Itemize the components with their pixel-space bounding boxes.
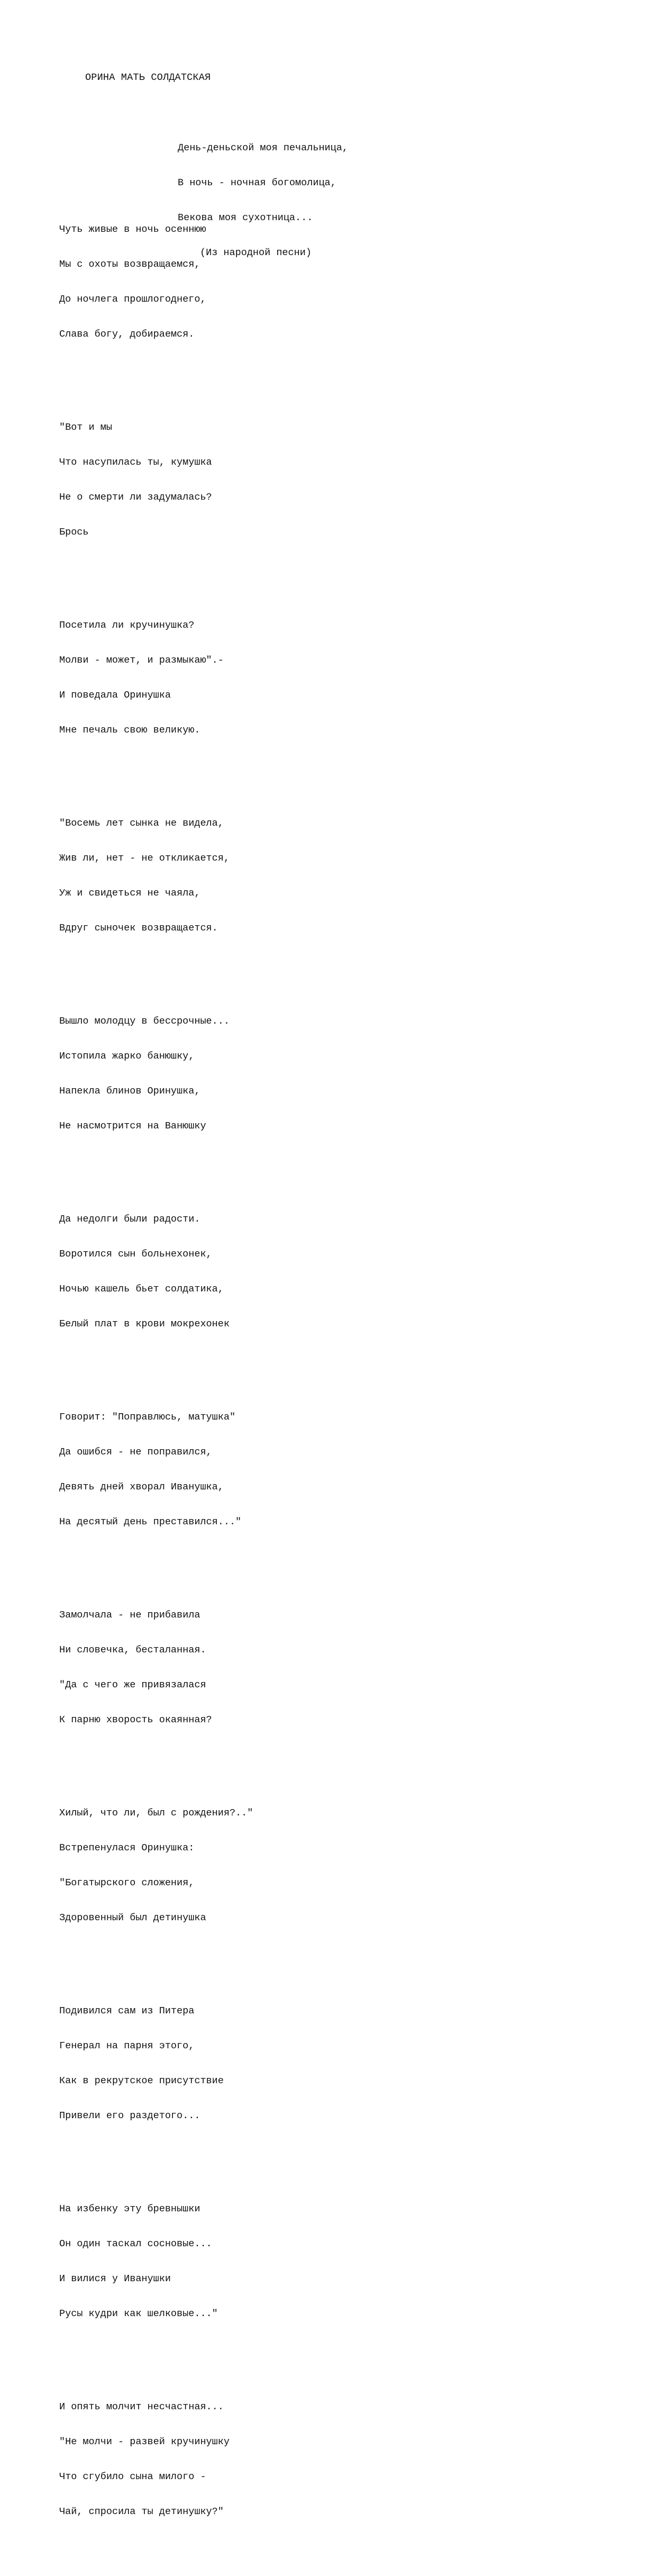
stanza xyxy=(59,794,253,957)
poem-line: Что сгубило сына милого - xyxy=(59,2471,206,2482)
poem-line: Девять дней хворал Иванушка, xyxy=(59,1481,224,1493)
poem-line: Напекла блинов Оринушка, xyxy=(59,1086,200,1097)
poem-line: "Да с чего же привязалася xyxy=(59,1679,206,1691)
poem-line: Говорит: "Поправлюсь, матушка" xyxy=(59,1412,236,1423)
poem-line: Не насмотрится на Ванюшку xyxy=(59,1120,206,1132)
poem-line: И поведала Оринушка xyxy=(59,690,171,701)
poem-line: Белый плат в крови мокрехонек xyxy=(59,1318,230,1330)
epigraph-source: (Из народной песни) xyxy=(200,247,312,258)
poem-line: Ни словечка, бесталанная. xyxy=(59,1644,206,1656)
stanza xyxy=(59,1784,253,1947)
stanza xyxy=(59,399,253,562)
poem-line: Мы с охоты возвращаемся, xyxy=(59,259,200,270)
poem-line: Хилый, что ли, был с рождения?.." xyxy=(59,1807,253,1819)
poem-line: Подивился сам из Питера xyxy=(59,2005,195,2017)
poem-line: Брось xyxy=(59,527,89,538)
stanza xyxy=(59,2180,253,2343)
poem-title: ОРИНА МАТЬ СОЛДАТСКАЯ xyxy=(85,72,211,83)
epigraph-line: Векова моя сухотница... xyxy=(178,212,313,223)
poem-line: На избенку эту бревнышки xyxy=(59,2203,200,2215)
poem-line: И опять молчит несчастная... xyxy=(59,2401,224,2412)
poem-line: На десятый день преставился..." xyxy=(59,1516,242,1527)
poem-line: "Вот и мы xyxy=(59,422,112,433)
poem-line: К парню хворость окаянная? xyxy=(59,1714,212,1725)
poem-line: Привели его раздетого... xyxy=(59,2110,200,2121)
poem-line: "Не молчи - развей кручинушку xyxy=(59,2436,230,2447)
poem-line: Мне печаль свою великую. xyxy=(59,725,200,736)
poem-body xyxy=(59,177,253,2576)
poem-line: Встрепенулася Оринушка: xyxy=(59,1842,195,1854)
poem-line: Чай, спросила ты детинушку?" xyxy=(59,2506,224,2517)
poem-line: Жив ли, нет - не откликается, xyxy=(59,853,230,864)
poem-line: Русы кудри как шелковые..." xyxy=(59,2308,218,2319)
epigraph-line: День-деньской моя печальница, xyxy=(178,142,348,153)
poem-line: Да ошибся - не поправился, xyxy=(59,1447,212,1458)
stanza xyxy=(59,201,253,364)
stanza xyxy=(59,1586,253,1749)
stanza xyxy=(59,1982,253,2145)
poem-line: И вилися у Иванушки xyxy=(59,2273,171,2284)
stanza xyxy=(59,992,253,1155)
poem-line: До ночлега прошлогоднего, xyxy=(59,294,206,305)
stanza xyxy=(59,596,253,760)
epigraph-line: В ночь - ночная богомолица, xyxy=(178,177,336,188)
poem-line: Замолчала - не прибавила xyxy=(59,1610,200,1621)
poem-line: "Богатырского сложения, xyxy=(59,1877,195,1888)
poem-line: Как в рекрутское присутствие xyxy=(59,2075,224,2086)
poem-line: Чуть живые в ночь осеннюю xyxy=(59,224,206,235)
poem-line: Здоровенный был детинушка xyxy=(59,1912,206,1923)
poem-line: Что насупилась ты, кумушка xyxy=(59,457,212,468)
poem-line: Слава богу, добираемся. xyxy=(59,329,195,340)
poem-line: Не о смерти ли задумалась? xyxy=(59,492,212,503)
stanza xyxy=(59,2378,253,2541)
poem-line: Уж и свидеться не чаяла, xyxy=(59,888,200,899)
stanza xyxy=(59,1190,253,1353)
poem-line: Ночью кашель бьет солдатика, xyxy=(59,1284,224,1295)
poem-line: Истопила жарко банюшку, xyxy=(59,1051,195,1062)
stanza xyxy=(59,1388,253,1551)
poem-line: Посетила ли кручинушка? xyxy=(59,620,195,631)
poem-line: Да недолги были радости. xyxy=(59,1214,200,1225)
poem-line: Он один таскал сосновые... xyxy=(59,2238,212,2249)
poem-line: Генерал на парня этого, xyxy=(59,2040,195,2051)
poem-line: Вышло молодцу в бессрочные... xyxy=(59,1016,230,1027)
poem-line: Молви - может, и размыкаю".- xyxy=(59,655,224,666)
poem-line: "Восемь лет сынка не видела, xyxy=(59,818,224,829)
poem-line: Вдруг сыночек возвращается. xyxy=(59,923,218,934)
poem-line: Воротился сын больнехонек, xyxy=(59,1249,212,1260)
